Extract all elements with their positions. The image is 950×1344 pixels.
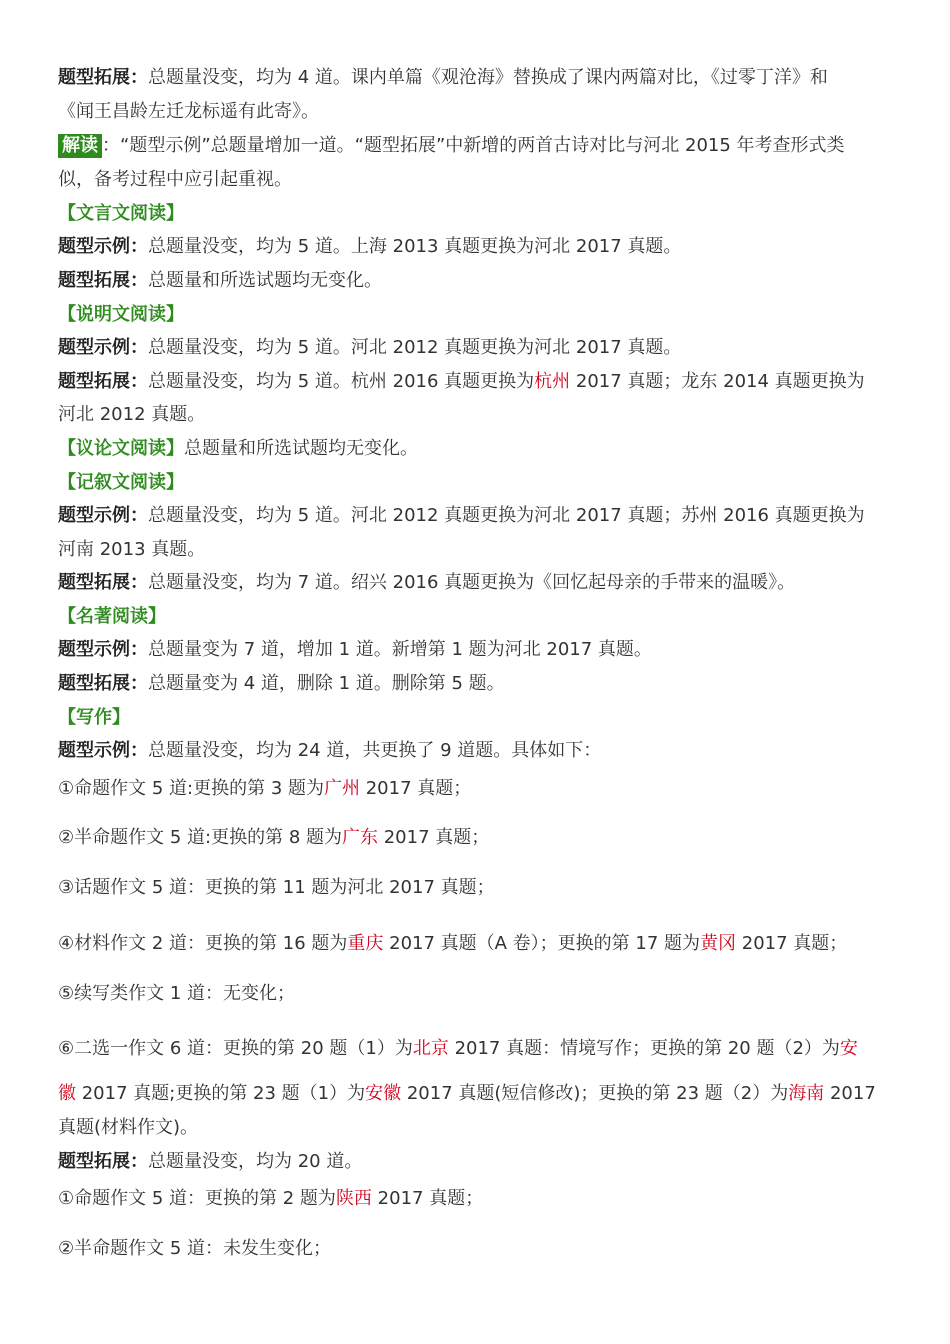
- text: 2017 真题;更换的第 23 题（1）为: [76, 1083, 366, 1104]
- line-expository-expansion: [58, 370, 898, 394]
- line-expository-example: [58, 336, 898, 360]
- line-classical-expansion: [58, 269, 898, 293]
- line-poetry-expansion: [58, 66, 898, 90]
- text: 2017 真题；: [371, 1188, 484, 1209]
- text: ②半命题作文 5 道:更换的第 8 题为: [58, 827, 342, 848]
- text: 总题量没变，均为 20 道。: [148, 1151, 363, 1172]
- label-expansion: 题型拓展：: [58, 1151, 148, 1172]
- text: 总题量没变，均为 24 道，共更换了 9 道题。具体如下：: [148, 740, 602, 761]
- label-expansion: 题型拓展：: [58, 67, 148, 88]
- text: 总题量和所选试题均无变化。: [184, 438, 418, 459]
- text: 总题量和所选试题均无变化。: [148, 270, 382, 291]
- line-interpretation-cont: 似，备考过程中应引起重视。: [58, 169, 292, 190]
- highlight-city: 杭州: [534, 371, 571, 392]
- label-example: 题型示例：: [58, 236, 148, 257]
- heading-classics: 【名著阅读】: [58, 606, 166, 627]
- text: 2017: [824, 1083, 876, 1104]
- text: ⑥二选一作文 6 道：更换的第 20 题（1）为: [58, 1038, 413, 1059]
- line-argumentative: [58, 437, 898, 461]
- text: 总题量没变，均为 5 道。杭州 2016 真题更换为: [148, 371, 535, 392]
- line-writing-item-6-cont: [58, 1082, 898, 1106]
- label-example: 题型示例：: [58, 505, 148, 526]
- line-classical-example: [58, 235, 898, 259]
- highlight-city: 徽: [58, 1083, 76, 1104]
- label-example: 题型示例：: [58, 337, 148, 358]
- text: 总题量没变，均为 4 道。课内单篇《观沧海》替换成了课内两篇对比，《过零丁洋》和: [148, 67, 828, 88]
- line-writing-expansion-item-2: ②半命题作文 5 道：未发生变化；: [58, 1238, 332, 1259]
- highlight-city: 安: [839, 1038, 858, 1059]
- highlight-city: 北京: [412, 1038, 449, 1059]
- line-writing-expansion-item-1: [58, 1187, 898, 1211]
- text: 总题量变为 7 道，增加 1 道。新增第 1 题为河北 2017 真题。: [148, 639, 652, 660]
- label-expansion: 题型拓展：: [58, 673, 148, 694]
- text: 总题量没变，均为 5 道。河北 2012 真题更换为河北 2017 真题；苏州 2016 真题更换为: [148, 505, 865, 526]
- highlight-city: 安徽: [365, 1083, 402, 1104]
- line-writing-example: [58, 739, 898, 763]
- line-poetry-expansion-cont: 《闻王昌龄左迁龙标遥有此寄》。: [58, 101, 319, 122]
- text: 总题量没变，均为 5 道。河北 2012 真题更换为河北 2017 真题。: [148, 337, 682, 358]
- text: 总题量没变，均为 5 道。上海 2013 真题更换为河北 2017 真题。: [148, 236, 682, 257]
- text: 2017 真题（A 卷）；更换的第 17 题为: [383, 933, 701, 954]
- heading-classical-chinese: 【文言文阅读】: [58, 203, 184, 224]
- text: ：“题型示例”总题量增加一道。“题型拓展”中新增的两首古诗对比与河北 2015 年考查形式类: [102, 135, 845, 156]
- text: 2017 真题；: [736, 933, 848, 954]
- highlight-city: 广州: [324, 778, 360, 799]
- line-writing-item-3: ③话题作文 5 道：更换的第 11 题为河北 2017 真题；: [58, 877, 495, 898]
- highlight-city: 海南: [788, 1083, 825, 1104]
- heading-narrative: 【记叙文阅读】: [58, 472, 184, 493]
- label-expansion: 题型拓展：: [58, 371, 148, 392]
- line-writing-item-2: [58, 826, 898, 850]
- line-expository-expansion-cont: 河北 2012 真题。: [58, 404, 206, 425]
- text: ④材料作文 2 道：更换的第 16 题为: [58, 933, 348, 954]
- highlight-city: 黄冈: [700, 933, 737, 954]
- text: ①命题作文 5 道：更换的第 2 题为: [58, 1188, 336, 1209]
- line-classics-example: [58, 638, 898, 662]
- line-writing-expansion: [58, 1150, 898, 1174]
- line-classics-expansion: [58, 672, 898, 696]
- heading-expository: 【说明文阅读】: [58, 304, 184, 325]
- line-interpretation: [58, 134, 898, 158]
- highlight-city: 广东: [342, 827, 378, 848]
- line-writing-item-6: [58, 1037, 898, 1061]
- text: 2017 真题；龙东 2014 真题更换为: [570, 371, 865, 392]
- line-writing-item-1: [58, 777, 898, 801]
- label-expansion: 题型拓展：: [58, 572, 148, 593]
- text: 2017 真题；: [360, 778, 472, 799]
- line-narrative-example-cont: 河南 2013 真题。: [58, 539, 206, 560]
- label-example: 题型示例：: [58, 740, 148, 761]
- heading-writing: 【写作】: [58, 707, 130, 728]
- text: ①命题作文 5 道:更换的第 3 题为: [58, 778, 324, 799]
- line-narrative-expansion: [58, 571, 898, 595]
- text: 总题量变为 4 道，删除 1 道。删除第 5 题。: [148, 673, 505, 694]
- line-narrative-example: [58, 504, 898, 528]
- text: 2017 真题；: [378, 827, 490, 848]
- label-expansion: 题型拓展：: [58, 270, 148, 291]
- line-writing-item-4: [58, 932, 898, 956]
- text: 2017 真题：情境写作；更换的第 20 题（2）为: [448, 1038, 840, 1059]
- highlight-city: 重庆: [347, 933, 384, 954]
- label-example: 题型示例：: [58, 639, 148, 660]
- text: 总题量没变，均为 7 道。绍兴 2016 真题更换为《回忆起母亲的手带来的温暖》。: [148, 572, 796, 593]
- highlight-city: 陕西: [335, 1188, 372, 1209]
- line-writing-item-6-end: 真题(材料作文)。: [58, 1117, 199, 1138]
- line-writing-item-5: ⑤续写类作文 1 道：无变化；: [58, 983, 296, 1004]
- heading-argumentative: 【议论文阅读】: [58, 438, 184, 459]
- interpretation-badge: 解读: [58, 134, 102, 158]
- text: 2017 真题(短信修改)；更换的第 23 题（2）为: [401, 1083, 789, 1104]
